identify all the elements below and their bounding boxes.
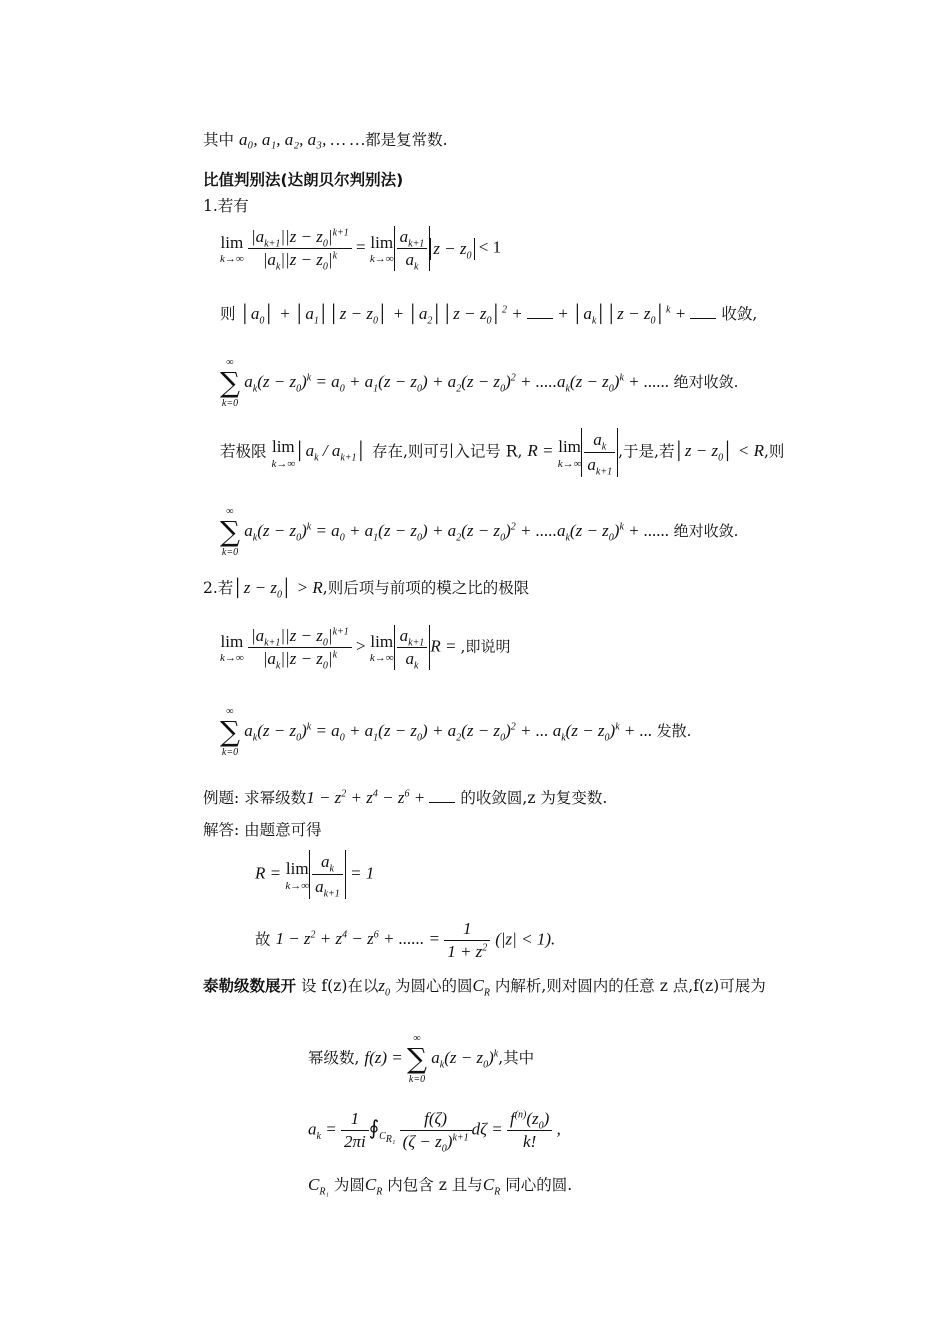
so-line: 故 $1 - z^2 + z^4 - z^6$ + ...... = $\frac{1}{1 + z^2}$ (|z| < 1). <box>255 919 556 961</box>
condition: (|z| < 1). <box>495 929 556 949</box>
formula-series-2: ∞ ∑ k=0 $a_k(z - z_0)^k = a_0 + a_1(z - z_0) + a_2(z - z_0)^2 + .....a_k(z - z_0)^k$ + ...... 绝对收敛. <box>220 506 739 558</box>
intro-prefix: 其中 <box>203 131 235 149</box>
formula-case2-limit: lim k→∞ $\frac{|a_{k+1}||z - z_0|^{k+1}}{|a_k||z - z_0|^k}$ > lim k→∞ $\frac{a_{k+1}}{a_k}$ R = ,即说明 <box>220 626 511 672</box>
circle-line: $C_{R_1}$ 为圆$C_R$ 内包含 z 且与$C_R$ 同心的圆. <box>308 1175 573 1198</box>
case2-line: 2.若│z − $z_0│ > R$,则后项与前项的模之比的极限 <box>203 578 530 601</box>
intro-suffix: 都是复常数. <box>365 131 448 149</box>
taylor-line: 泰勒级数展开 设 f(z)在以$z_0$ 为圆心的圆$C_R$ 内解析,则对圆内的任意 z 点,f(z)可展为 <box>203 976 766 999</box>
then-label: 则 <box>220 305 236 323</box>
case2-label: 2.若 <box>203 579 234 597</box>
taylor-text-c: 内解析,则对圆内的任意 z 点,f(z)可展为 <box>494 977 766 995</box>
intro-line <box>203 130 448 150</box>
answer-line <box>203 820 322 840</box>
formula-answer-r: R = lim k→∞ $\frac{a_k}{a_{k+1}}$ = 1 <box>255 852 375 900</box>
limit-text-c: ,于是,若 <box>618 442 675 461</box>
abs-conv-1: 绝对收敛. <box>673 372 739 391</box>
section-heading-ratio-test: 比值判别法(达朗贝尔判别法) <box>203 171 404 189</box>
abs-conv-2: 绝对收敛. <box>673 521 739 540</box>
limit-text-b: 存在,则可引入记号 R, <box>371 442 523 461</box>
circle-text-b: 内包含 z 且与 <box>387 1176 483 1194</box>
so-label: 故 <box>255 930 271 949</box>
then-line: 则 $│a_0│$ + $│a_1││z$ − $z_0│$ + $│a_2││z$ − $z_0│^2$ + + $│a_k││z$ − $z_0│^k$ + 收敛, <box>220 304 758 327</box>
case1-label: 1.若有 <box>203 197 249 215</box>
formula-coefficient: $a_k$ = $\frac{1}{2\pi i}$ $∮_{C_{R_1}}$ $\frac{f(\zeta)}{(\zeta - z_0)^{k+1}}$ dζ = $\frac{f^{(n)}(z_0)}{k!}$ , <box>308 1109 561 1155</box>
coefficients: a₀, a₁, a₂, a₃, … … <box>238 130 366 149</box>
limit-r-line: 若极限 lim k→∞ $│a_k$ / $a_{k+1}│$ 存在,则可引入记号 R, R = lim k→∞ $\frac{a_k}{a_{k+1}}$ ,于是,若│z − $z_0│ < R$,则 <box>220 430 785 478</box>
power-series-line: 幂级数, f(z) = ∞ ∑ k=0 $a_k(z - z_0)^k$,其中 <box>308 1033 535 1085</box>
example-text-b: 的收敛圆,z 为复变数. <box>460 789 608 807</box>
case2-explain: ,即说明 <box>460 637 511 656</box>
answer-text: 由题意可得 <box>244 821 322 839</box>
circle-text-a: 为圆 <box>333 1176 365 1194</box>
then-suffix: 收敛, <box>721 305 758 323</box>
where-text: ,其中 <box>498 1048 535 1067</box>
diverge-text: 发散. <box>656 721 692 740</box>
limit-text-d: ,则 <box>763 442 785 461</box>
taylor-heading: 泰勒级数展开 <box>203 977 297 995</box>
example-text-a: 求幂级数 <box>244 789 307 807</box>
formula-series-diverge: ∞ ∑ k=0 $a_k(z - z_0)^k = a_0 + a_1(z - z_0) + a_2(z - z_0)^2$ + ... $a_k(z - z_0)^k$ + ... 发散. <box>220 706 692 758</box>
formula-series-1: ∞ ∑ k=0 $a_k(z - z_0)^k = a_0 + a_1(z - z_0) + a_2(z - z_0)^2 + .....a_k(z - z_0)^k$ + ...... 绝对收敛. <box>220 357 739 409</box>
formula-ratio-limit: lim k→∞ $\frac{|a_{k+1}||z - z_0|^{k+1}}{|a_k||z - z_0|^k}$ = lim k→∞ $\frac{a_{k+1}}{a_k}$ $z - z_0 < 1$ <box>220 227 502 273</box>
power-label: 幂级数, <box>308 1048 360 1067</box>
answer-label: 解答: <box>203 821 240 839</box>
limit-text-a: 若极限 <box>220 442 267 461</box>
circle-text-c: 同心的圆. <box>505 1176 573 1194</box>
example-label: 例题: <box>203 789 240 807</box>
taylor-text-b: 为圆心的圆 <box>394 977 473 995</box>
taylor-text-a: 设 f(z)在以 <box>300 977 379 995</box>
case2-text: ,则后项与前项的模之比的极限 <box>322 579 530 597</box>
example-line: 例题: 求幂级数$1 - z^2 + z^4 - z^6$ + 的收敛圆,z 为复变数. <box>203 788 608 807</box>
